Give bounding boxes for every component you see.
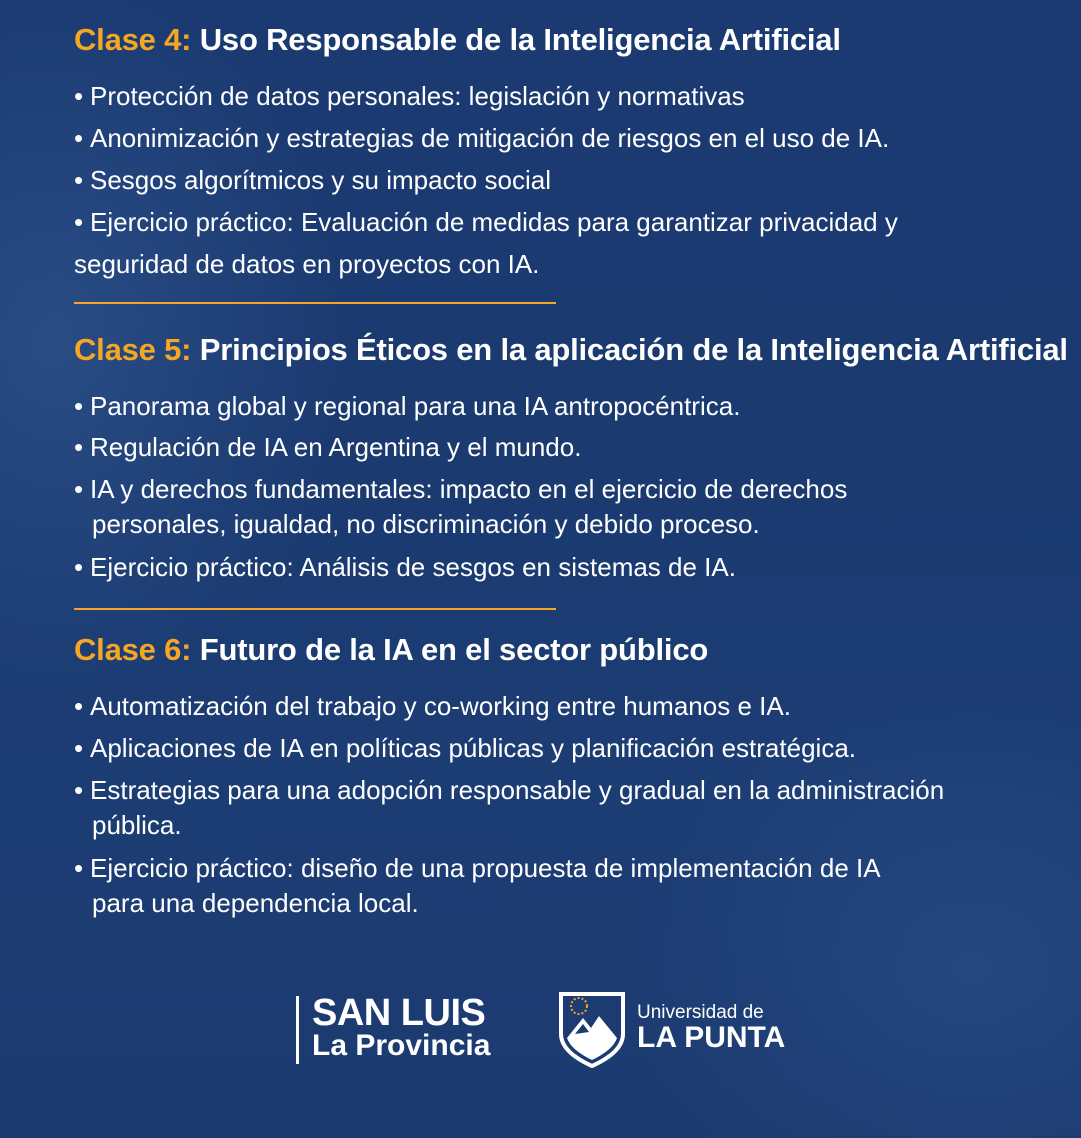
list-item: • Anonimización y estrategias de mitigación de riesgos en el uso de IA. <box>74 123 890 153</box>
list-item: • Aplicaciones de IA en políticas públicas y planificación estratégica. <box>74 733 856 763</box>
list-item: • IA y derechos fundamentales: impacto en el ejercicio de derechos <box>74 474 848 504</box>
san-luis-logo-title: SAN LUIS <box>312 992 486 1034</box>
ulp-logo-title: LA PUNTA <box>637 1021 786 1054</box>
list-item: • Protección de datos personales: legislación y normativas <box>74 81 745 111</box>
list-item: • Ejercicio práctico: Análisis de sesgos en sistemas de IA. <box>74 552 736 582</box>
list-item-continuation: pública. <box>92 810 182 840</box>
list-item: • Automatización del trabajo y co-working entre humanos e IA. <box>74 691 791 721</box>
list-item: • Panorama global y regional para una IA antropocéntrica. <box>74 391 741 421</box>
ulp-logo-subtitle: Universidad de <box>637 1002 764 1023</box>
clase6-number: Clase 6: <box>74 632 192 667</box>
clase6-title: Futuro de la IA en el sector público <box>199 632 709 667</box>
clase5-title: Principios Éticos en la aplicación de la Inteligencia Artificial <box>199 332 1068 367</box>
list-item-continuation: para una dependencia local. <box>92 888 419 918</box>
list-item: • Estrategias para una adopción responsable y gradual en la administración <box>74 775 945 805</box>
footer-logos <box>292 990 812 1080</box>
divider <box>74 302 556 304</box>
clase5-number: Clase 5: <box>74 332 192 367</box>
list-item: • Ejercicio práctico: diseño de una propuesta de implementación de IA <box>74 853 881 883</box>
list-item-continuation: seguridad de datos en proyectos con IA. <box>74 249 540 279</box>
divider <box>74 608 556 610</box>
ulp-shield-icon <box>557 990 627 1068</box>
list-item: • Regulación de IA en Argentina y el mundo. <box>74 432 582 462</box>
clase4-title: Uso Responsable de la Inteligencia Artificial <box>199 22 841 57</box>
list-item-continuation: personales, igualdad, no discriminación y debido proceso. <box>92 509 760 539</box>
clase4-heading <box>74 22 841 58</box>
list-item: • Ejercicio práctico: Evaluación de medidas para garantizar privacidad y <box>74 207 898 237</box>
san-luis-logo-bar <box>296 996 299 1064</box>
clase4-number: Clase 4: <box>74 22 192 57</box>
list-item: • Sesgos algorítmicos y su impacto social <box>74 165 551 195</box>
clase5-heading <box>74 332 1068 368</box>
san-luis-logo-subtitle: La Provincia <box>312 1029 491 1062</box>
clase6-heading <box>74 632 708 668</box>
